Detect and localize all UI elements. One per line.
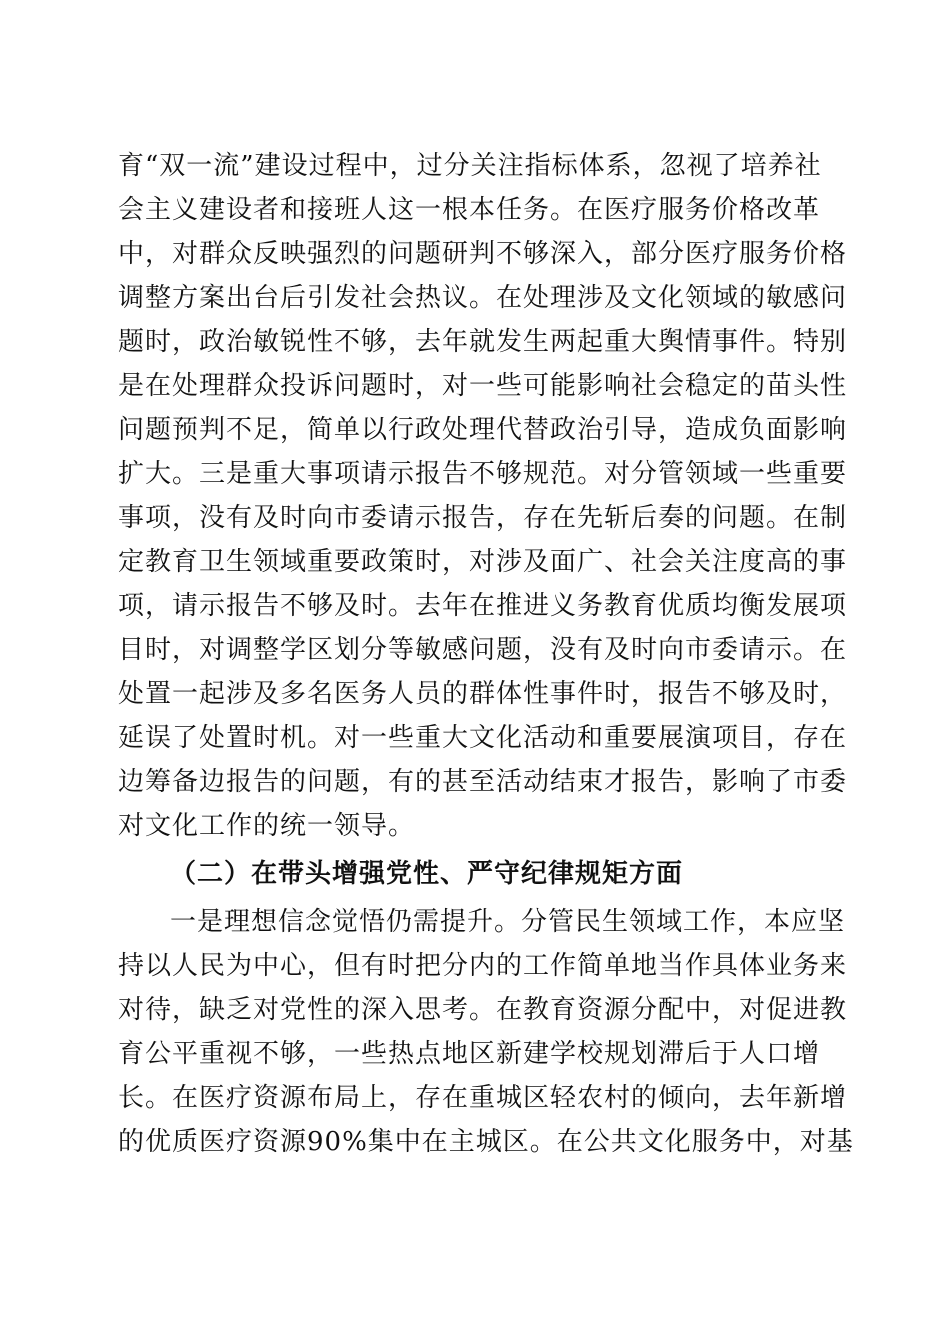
body-line: 一是理想信念觉悟仍需提升。分管民生领域工作，本应坚	[170, 907, 846, 937]
body-line: 是在处理群众投诉问题时，对一些可能影响社会稳定的苗头性	[118, 371, 848, 401]
body-line: 边筹备边报告的问题，有的甚至活动结束才报告，影响了市委	[118, 767, 848, 797]
body-line: 育“双一流”建设过程中，过分关注指标体系，忽视了培养社	[118, 151, 822, 181]
body-line: 对待，缺乏对党性的深入思考。在教育资源分配中，对促进教	[118, 995, 848, 1025]
body-line: 长。在医疗资源布局上，存在重城区轻农村的倾向，去年新增	[118, 1083, 848, 1113]
body-line: 定教育卫生领域重要政策时，对涉及面广、社会关注度高的事	[118, 547, 848, 577]
body-line: 中，对群众反映强烈的问题研判不够深入，部分医疗服务价格	[118, 239, 848, 269]
body-line: 处置一起涉及多名医务人员的群体性事件时，报告不够及时，	[118, 679, 848, 709]
body-line: 对文化工作的统一领导。	[118, 811, 416, 841]
body-line: 育公平重视不够，一些热点地区新建学校规划滞后于人口增	[118, 1039, 821, 1069]
body-line: 的优质医疗资源90%集中在主城区。在公共文化服务中，对基	[118, 1127, 854, 1157]
body-line: 扩大。三是重大事项请示报告不够规范。对分管领域一些重要	[118, 459, 848, 489]
body-line: 持以人民为中心，但有时把分内的工作简单地当作具体业务来	[118, 951, 848, 981]
body-line: 延误了处置时机。对一些重大文化活动和重要展演项目，存在	[118, 723, 848, 753]
body-line: 调整方案出台后引发社会热议。在处理涉及文化领域的敏感问	[118, 283, 848, 313]
body-line: 项，请示报告不够及时。去年在推进义务教育优质均衡发展项	[118, 591, 848, 621]
body-line: 问题预判不足，简单以行政处理代替政治引导，造成负面影响	[118, 415, 848, 445]
section-heading: （二）在带头增强党性、严守纪律规矩方面	[170, 859, 684, 889]
body-line: 会主义建设者和接班人这一根本任务。在医疗服务价格改革	[118, 195, 821, 225]
body-line: 题时，政治敏锐性不够，去年就发生两起重大舆情事件。特别	[118, 327, 848, 357]
body-line: 目时，对调整学区划分等敏感问题，没有及时向市委请示。在	[118, 635, 848, 665]
body-line: 事项，没有及时向市委请示报告，存在先斩后奏的问题。在制	[118, 503, 848, 533]
